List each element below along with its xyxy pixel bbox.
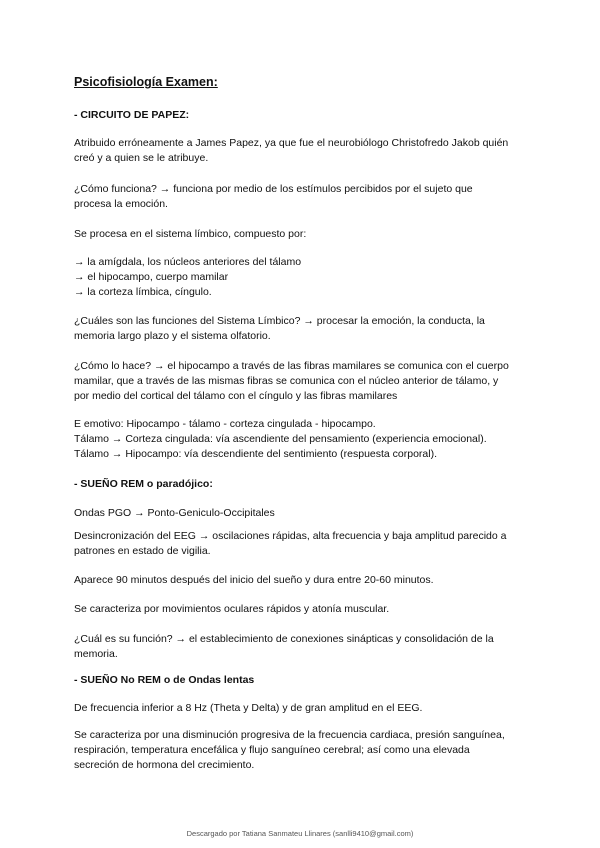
circuit-line: Tálamo → Corteza cingulada: vía ascendiente del pensamiento (experiencia emocional). <box>74 433 487 445</box>
circuit-line: Tálamo → Hipocampo: vía descendiente del sentimiento (respuesta corporal). <box>74 448 438 460</box>
list-item: → el hipocampo, cuerpo mamilar <box>74 271 229 283</box>
paragraph-line: Se caracteriza por movimientos oculares rápidos y atonía muscular. <box>74 603 390 615</box>
section-heading-rem: - SUEÑO REM o paradójico: <box>74 478 213 490</box>
paragraph-line: creó y a quien se le atribuye. <box>74 152 209 164</box>
paragraph-line: procesa la emoción. <box>74 198 168 210</box>
list-item: → la corteza límbica, cíngulo. <box>74 286 212 298</box>
paragraph-line: respiración, temperatura encefálica y flujo sanguíneo cerebral; así como una elevada <box>74 744 470 756</box>
paragraph-line: Desincronización del EEG → oscilaciones rápidas, alta frecuencia y baja amplitud parecido a <box>74 530 507 542</box>
list-item: → la amígdala, los núcleos anteriores del tálamo <box>74 256 302 268</box>
paragraph-line: secreción de hormona del crecimiento. <box>74 759 255 771</box>
circuit-line: E emotivo: Hipocampo - tálamo - corteza cingulada - hipocampo. <box>74 418 376 430</box>
paragraph-line: memoria. <box>74 648 118 660</box>
paragraph-line: patrones en estado de vigilia. <box>74 545 211 557</box>
paragraph-line: Atribuido erróneamente a James Papez, ya que fue el neurobiólogo Christofredo Jakob quién <box>74 137 509 149</box>
download-footer: Descargado por Tatiana Sanmateu Llinares (sanlli9410@gmail.com) <box>186 829 414 838</box>
paragraph-line: Se caracteriza por una disminución progresiva de la frecuencia cardiaca, presión sanguínea, <box>74 729 505 741</box>
paragraph-line: De frecuencia inferior a 8 Hz (Theta y Delta) y de gran amplitud en el EEG. <box>74 702 423 714</box>
paragraph-line: mamilar, que a través de las mismas fibras se comunica con el núcleo anterior de tálamo, y <box>74 375 499 387</box>
paragraph-line: memoria largo plazo y el sistema olfatorio. <box>74 330 271 342</box>
document-title: Psicofisiología Examen: <box>74 75 218 89</box>
paragraph-line: Se procesa en el sistema límbico, compuesto por: <box>74 228 307 240</box>
section-heading-norem: - SUEÑO No REM o de Ondas lentas <box>74 674 255 686</box>
paragraph-line: ¿Cuál es su función? → el establecimiento de conexiones sinápticas y consolidación de la <box>74 633 494 645</box>
paragraph-line: ¿Cuáles son las funciones del Sistema Límbico? → procesar la emoción, la conducta, la <box>74 315 485 327</box>
paragraph-line: Aparece 90 minutos después del inicio del sueño y dura entre 20-60 minutos. <box>74 574 434 586</box>
paragraph-line: ¿Cómo lo hace? → el hipocampo a través de las fibras mamilares se comunica con el cuerpo <box>74 360 509 372</box>
paragraph-line: Ondas PGO → Ponto-Geniculo-Occipitales <box>74 507 275 519</box>
section-heading-papez: - CIRCUITO DE PAPEZ: <box>74 109 190 121</box>
paragraph-line: ¿Cómo funciona? → funciona por medio de los estímulos percibidos por el sujeto que <box>74 183 473 195</box>
paragraph-line: por medio del cortical del tálamo con el cíngulo y las fibras mamilares <box>74 390 398 402</box>
